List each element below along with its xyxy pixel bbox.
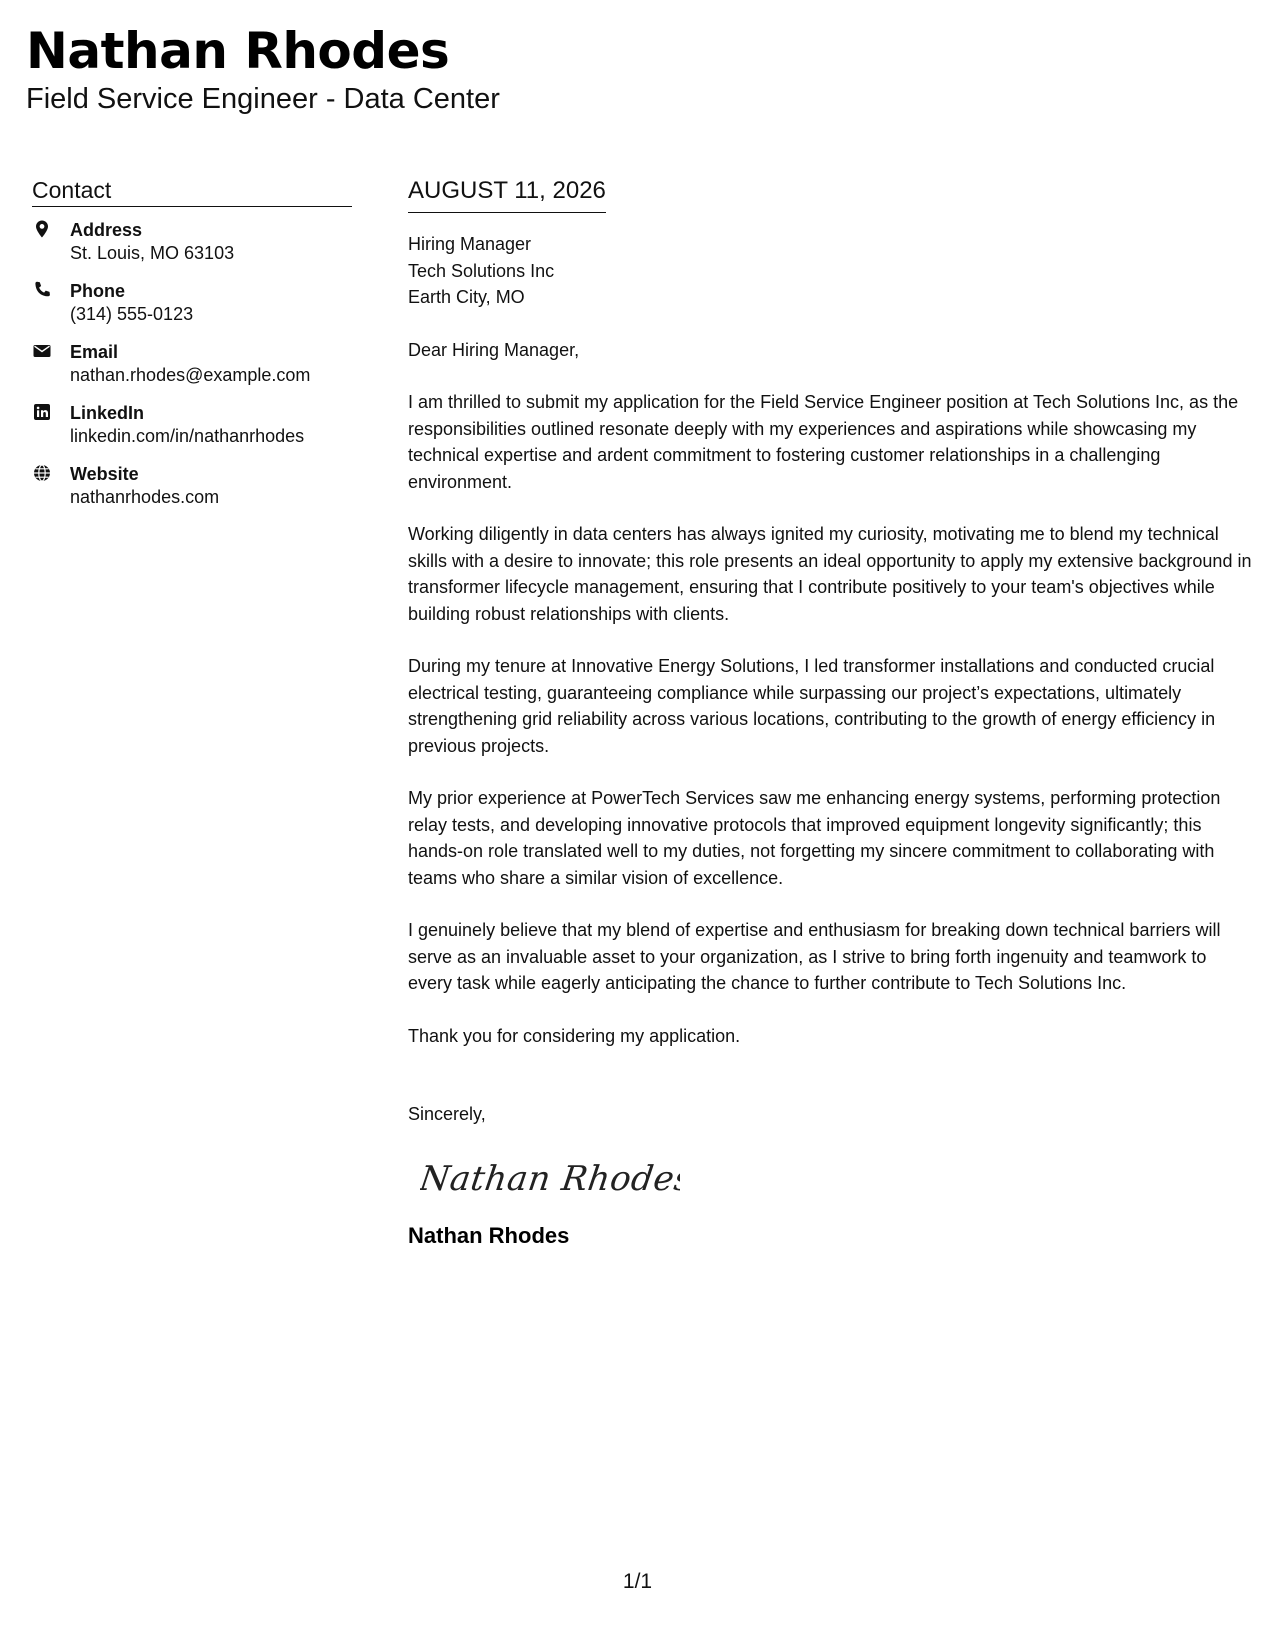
contact-heading: Contact <box>32 176 352 207</box>
map-pin-icon <box>32 219 54 241</box>
contact-label-email: Email <box>70 342 119 362</box>
globe-icon <box>32 463 54 485</box>
contact-item-website <box>32 463 352 509</box>
contact-label-address: Address <box>70 220 143 240</box>
contact-item-address <box>32 219 352 265</box>
letter-header <box>26 22 500 116</box>
contact-value-address: St. Louis, MO 63103 <box>70 243 235 263</box>
svg-text:Nathan Rhodes: Nathan Rhodes <box>420 1158 680 1199</box>
letter-body <box>408 176 1253 1250</box>
signer-name: Nathan Rhodes <box>408 1222 570 1248</box>
envelope-icon <box>32 341 54 363</box>
salutation: Dear Hiring Manager, <box>408 339 580 360</box>
body-paragraph: During my tenure at Innovative Energy Solutions, I led transformer installations and conducted crucial electrical testing, guaranteeing compliance while surpassing our project’s expectations, ultimately strengthening grid reliability across various locations, contributing to the growth of energy efficiency in previous projects. <box>408 656 1216 756</box>
contact-list <box>32 219 352 509</box>
body-paragraph: I am thrilled to submit my application for the Field Service Engineer position at Tech Solutions Inc, as the responsibilities outlined resonate deeply with my experiences and aspirations while showcasing my technical expertise and ardent commitment to fostering customer relationships in a challenging environment. <box>408 392 1239 492</box>
letter-date: AUGUST 11, 2026 <box>408 176 606 213</box>
contact-value-email: nathan.rhodes@example.com <box>70 365 311 385</box>
body-paragraph: I genuinely believe that my blend of expertise and enthusiasm for breaking down technical barriers will serve as an invaluable asset to your organization, as I strive to bring forth ingenuity and teamwork to every task while eagerly anticipating the chance to further contribute to Tech Solutions Inc. <box>408 920 1221 993</box>
linkedin-icon <box>32 402 54 424</box>
job-title: Field Service Engineer - Data Center <box>26 83 500 115</box>
handwritten-signature <box>420 1150 680 1204</box>
contact-value-linkedin: linkedin.com/in/nathanrhodes <box>70 426 305 446</box>
contact-value-website: nathanrhodes.com <box>70 487 220 507</box>
recipient-line: Earth City, MO <box>408 287 525 307</box>
page-number: 1/1 <box>622 1570 653 1593</box>
phone-icon <box>32 280 54 302</box>
contact-sidebar <box>32 176 352 524</box>
body-paragraph: My prior experience at PowerTech Services saw me enhancing energy systems, performing protection relay tests, and developing innovative protocols that improved equipment longevity significantly; this hands-on role translated well to my duties, not forgetting my sincere commitment to collaborating with teams who share a similar vision of excellence. <box>408 788 1221 888</box>
contact-label-phone: Phone <box>70 281 126 301</box>
contact-value-phone: (314) 555-0123 <box>70 304 194 324</box>
contact-item-linkedin <box>32 402 352 448</box>
contact-item-email <box>32 341 352 387</box>
body-paragraph: Thank you for considering my application. <box>408 1025 741 1046</box>
recipient-line: Tech Solutions Inc <box>408 260 555 281</box>
closing: Sincerely, <box>408 1104 486 1124</box>
recipient-line: Hiring Manager <box>408 234 532 254</box>
body-paragraph: Working diligently in data centers has always ignited my curiosity, motivating me to blend my technical skills with a desire to innovate; this role presents an ideal opportunity to apply my extensive background in transformer lifecycle management, ensuring that I contribute positively to your team's objectives while building robust relationships with clients. <box>408 524 1252 624</box>
contact-label-linkedin: LinkedIn <box>70 403 145 423</box>
applicant-name: Nathan Rhodes <box>26 22 450 80</box>
contact-item-phone <box>32 280 352 326</box>
contact-label-website: Website <box>70 464 139 484</box>
recipient-block <box>408 231 1253 311</box>
